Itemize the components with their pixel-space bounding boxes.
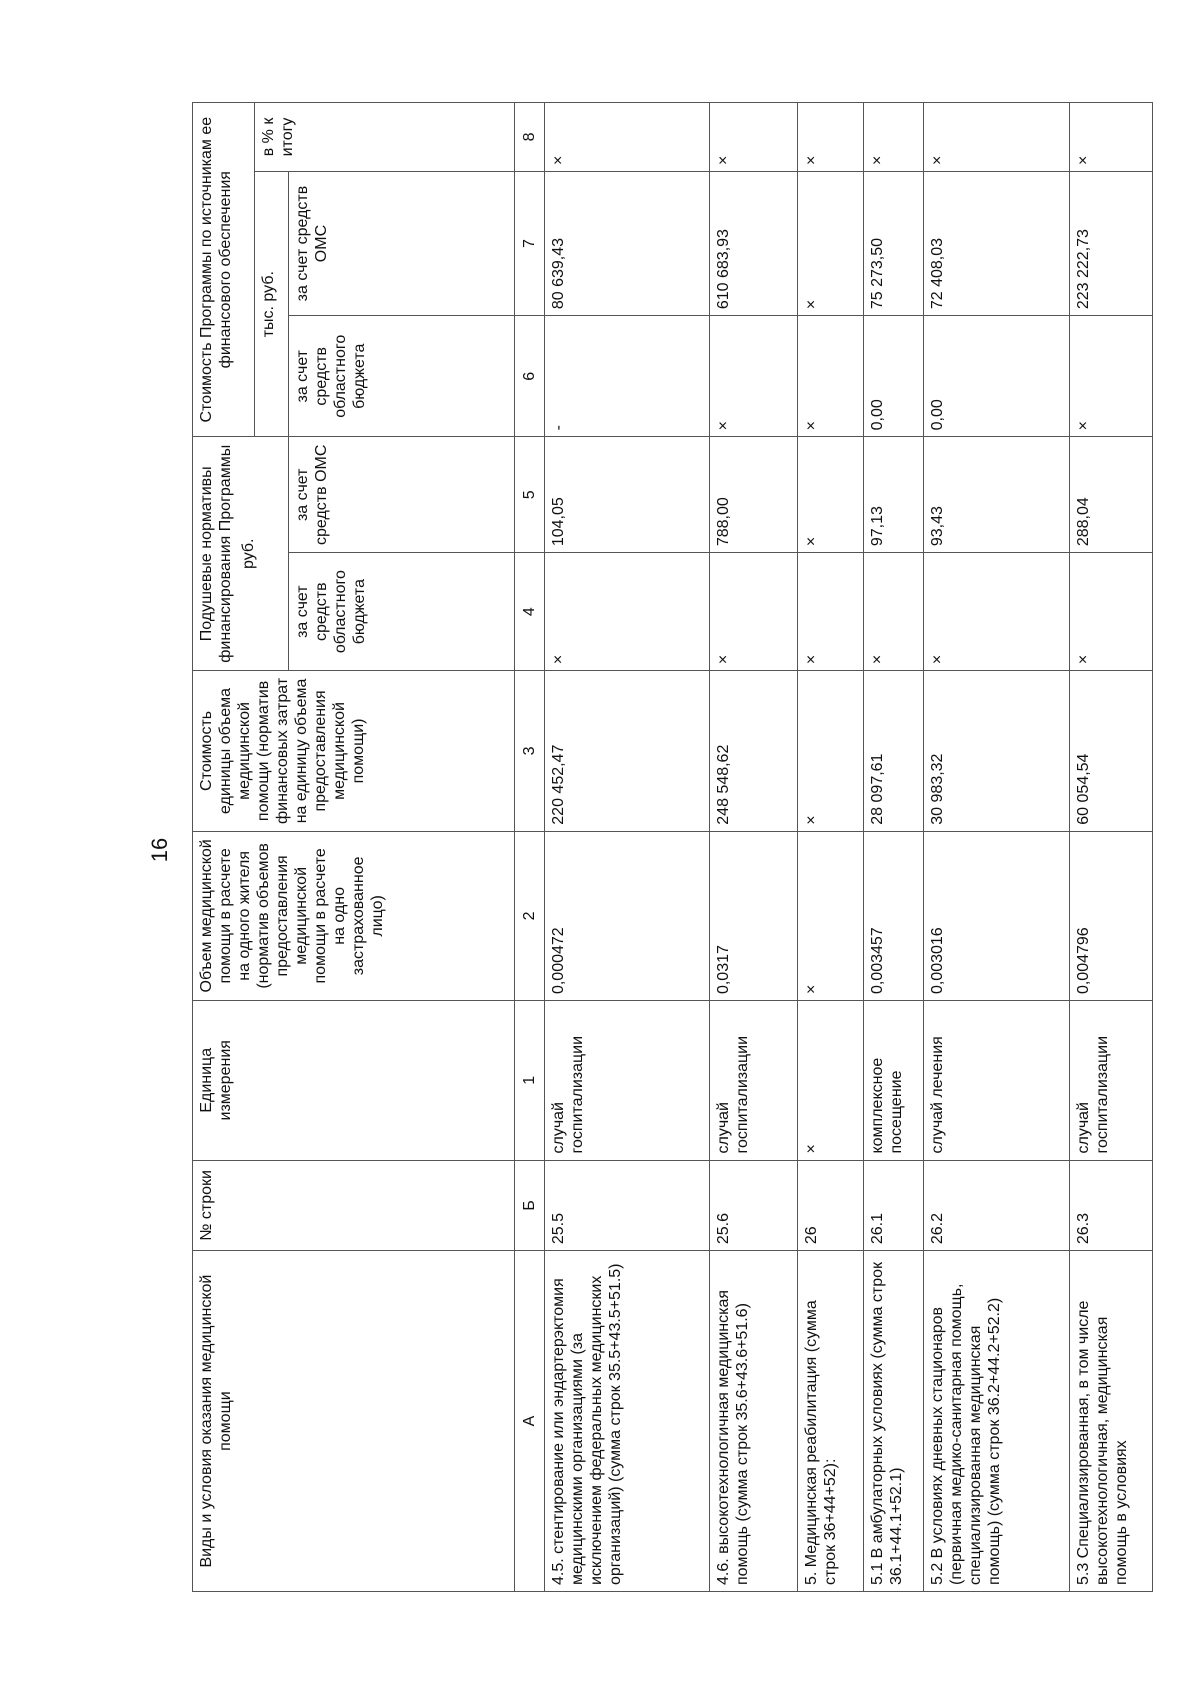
header-cost-program: Стоимость Программы по источникам ее финансового обеспечения bbox=[193, 103, 255, 437]
header-budget-6: за счет средств областного бюджета bbox=[289, 316, 515, 437]
column-number: А bbox=[515, 1251, 545, 1592]
row-number-cell: 26 bbox=[798, 1160, 864, 1251]
row-cost-unit-cell: 30 983,32 bbox=[924, 671, 1070, 832]
row-type-cell: 5.2 В условиях дневных стационаров (первичная медико-санитарная помощь, специализированная медицинская помощь) (сумма строк 36.2+44.2+52.2) bbox=[924, 1251, 1070, 1592]
row-oms-5-cell: × bbox=[798, 437, 864, 553]
table-row bbox=[545, 103, 710, 1592]
row-oms-5-cell: 93,43 bbox=[924, 437, 1070, 553]
column-number: 1 bbox=[515, 1001, 545, 1160]
table-row bbox=[710, 103, 798, 1592]
row-budget-6-cell: - bbox=[545, 316, 710, 437]
column-number-row bbox=[515, 103, 545, 1592]
header-per-capita-rub: руб. bbox=[240, 538, 257, 570]
column-number: Б bbox=[515, 1160, 545, 1251]
row-cost-unit-cell: 220 452,47 bbox=[545, 671, 710, 832]
header-row-1 bbox=[193, 103, 255, 1592]
column-number: 6 bbox=[515, 316, 545, 437]
row-type-cell: 5.3 Специализированная, в том числе высокотехнологичная, медицинская помощь в условиях bbox=[1070, 1251, 1153, 1592]
row-oms-5-cell: 104,05 bbox=[545, 437, 710, 553]
row-cost-unit-cell: 248 548,62 bbox=[710, 671, 798, 832]
table-row bbox=[1070, 103, 1153, 1592]
row-volume-cell: × bbox=[798, 831, 864, 1000]
column-number: 7 bbox=[515, 171, 545, 315]
row-unit-cell: случай госпитализации bbox=[710, 1001, 798, 1160]
row-budget-4-cell: × bbox=[1070, 553, 1153, 671]
row-oms-5-cell: 788,00 bbox=[710, 437, 798, 553]
row-percent-cell: × bbox=[1070, 103, 1153, 172]
row-cost-unit-cell: × bbox=[798, 671, 864, 832]
row-budget-6-cell: 0,00 bbox=[924, 316, 1070, 437]
column-number: 2 bbox=[515, 831, 545, 1000]
row-unit-cell: случай лечения bbox=[924, 1001, 1070, 1160]
row-type-cell: 4.6. высокотехнологичная медицинская помощь (сумма строк 35.6+43.6+51.6) bbox=[710, 1251, 798, 1592]
row-percent-cell: × bbox=[545, 103, 710, 172]
row-unit-cell: комплексное посещение bbox=[864, 1001, 924, 1160]
header-unit: Единица измерения bbox=[193, 1001, 515, 1160]
row-number-cell: 26.3 bbox=[1070, 1160, 1153, 1251]
row-budget-6-cell: × bbox=[798, 316, 864, 437]
row-budget-6-cell: 0,00 bbox=[864, 316, 924, 437]
row-oms-5-cell: 288,04 bbox=[1070, 437, 1153, 553]
header-thousand-rub: тыс. руб. bbox=[255, 171, 289, 436]
header-per-capita bbox=[193, 437, 289, 671]
row-oms-7-cell: 80 639,43 bbox=[545, 171, 710, 315]
header-per-capita-title: Подушевые нормативы финансирования Программы bbox=[198, 444, 234, 663]
row-number-cell: 26.1 bbox=[864, 1160, 924, 1251]
header-row-no: № строки bbox=[193, 1160, 515, 1251]
row-budget-4-cell: × bbox=[864, 553, 924, 671]
row-type-cell: 5. Медицинская реабилитация (сумма строк 36+44+52): bbox=[798, 1251, 864, 1592]
row-percent-cell: × bbox=[864, 103, 924, 172]
row-volume-cell: 0,0317 bbox=[710, 831, 798, 1000]
rotated-table-sheet bbox=[192, 102, 1152, 1592]
row-cost-unit-cell: 60 054,54 bbox=[1070, 671, 1153, 832]
row-oms-7-cell: × bbox=[798, 171, 864, 315]
row-volume-cell: 0,004796 bbox=[1070, 831, 1153, 1000]
row-oms-5-cell: 97,13 bbox=[864, 437, 924, 553]
column-number: 5 bbox=[515, 437, 545, 553]
row-type-cell: 5.1 В амбулаторных условиях (сумма строк 36.1+44.1+52.1) bbox=[864, 1251, 924, 1592]
row-budget-6-cell: × bbox=[1070, 316, 1153, 437]
row-budget-4-cell: × bbox=[924, 553, 1070, 671]
financing-table bbox=[192, 102, 1153, 1592]
row-type-cell: 4.5. стентирование или эндартерэктомия медицинскими организациями (за исключением федеральных медицинских организаций) (сумма строк 35.5+43.5+51.5) bbox=[545, 1251, 710, 1592]
row-number-cell: 26.2 bbox=[924, 1160, 1070, 1251]
row-oms-7-cell: 75 273,50 bbox=[864, 171, 924, 315]
page-number: 16 bbox=[147, 837, 172, 863]
row-unit-cell: × bbox=[798, 1001, 864, 1160]
column-number: 4 bbox=[515, 553, 545, 671]
row-unit-cell: случай госпитализации bbox=[1070, 1001, 1153, 1160]
row-cost-unit-cell: 28 097,61 bbox=[864, 671, 924, 832]
header-percent: в % к итогу bbox=[255, 103, 515, 172]
row-percent-cell: × bbox=[924, 103, 1070, 172]
row-percent-cell: × bbox=[710, 103, 798, 172]
row-percent-cell: × bbox=[798, 103, 864, 172]
header-type: Виды и условия оказания медицинской помощи bbox=[193, 1251, 515, 1592]
row-budget-6-cell: × bbox=[710, 316, 798, 437]
row-budget-4-cell: × bbox=[545, 553, 710, 671]
row-volume-cell: 0,003457 bbox=[864, 831, 924, 1000]
column-number: 3 bbox=[515, 671, 545, 832]
header-oms-7: за счет средств ОМС bbox=[289, 171, 515, 315]
row-number-cell: 25.5 bbox=[545, 1160, 710, 1251]
table-row bbox=[924, 103, 1070, 1592]
header-cost-unit: Стоимость единицы объема медицинской помощи (норматив финансовых затрат на единицу объема предоставления медицинской помощи) bbox=[193, 671, 515, 832]
row-oms-7-cell: 72 408,03 bbox=[924, 171, 1070, 315]
row-oms-7-cell: 610 683,93 bbox=[710, 171, 798, 315]
row-budget-4-cell: × bbox=[798, 553, 864, 671]
column-number: 8 bbox=[515, 103, 545, 172]
row-oms-7-cell: 223 222,73 bbox=[1070, 171, 1153, 315]
row-budget-4-cell: × bbox=[710, 553, 798, 671]
table-row bbox=[864, 103, 924, 1592]
table-row bbox=[798, 103, 864, 1592]
row-volume-cell: 0,003016 bbox=[924, 831, 1070, 1000]
header-oms-5: за счет средств ОМС bbox=[289, 437, 515, 553]
header-budget-4: за счет средств областного бюджета bbox=[289, 553, 515, 671]
row-unit-cell: случай госпитализации bbox=[545, 1001, 710, 1160]
row-volume-cell: 0,000472 bbox=[545, 831, 710, 1000]
header-volume: Объем медицинской помощи в расчете на одного жителя (норматив объемов предоставления медицинской помощи в расчете на одно застрахованное лицо) bbox=[193, 831, 515, 1000]
row-number-cell: 25.6 bbox=[710, 1160, 798, 1251]
